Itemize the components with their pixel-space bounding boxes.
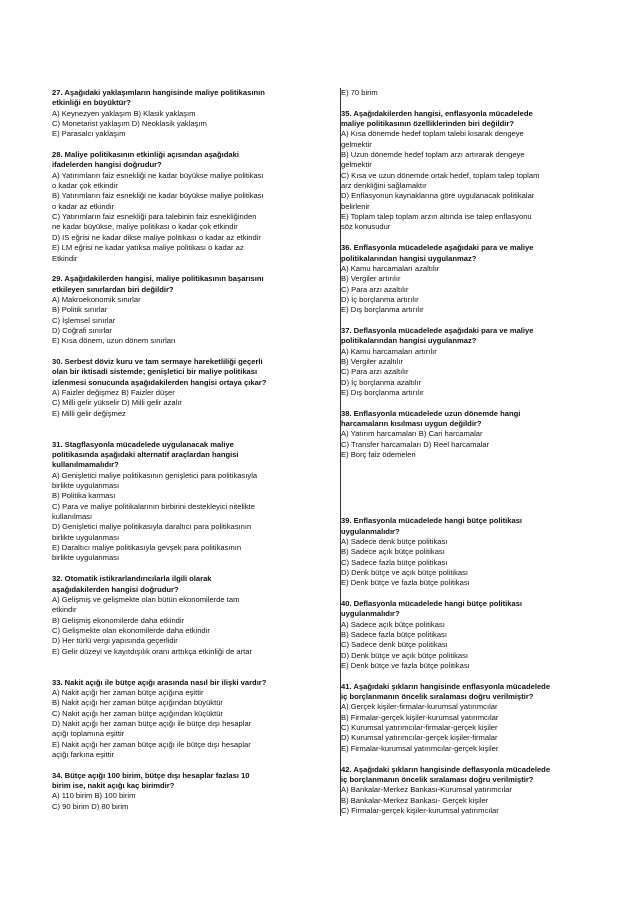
question [341,599,603,671]
spacer [341,671,603,681]
question-title-line: kullanılmamalıdır? [52,460,119,470]
answer-option-line: B) Gelişmiş ekonomilerde daha etkindir [52,615,185,625]
answer-option-line: D) Genişletici maliye politikasıyla daraltıcı para politikasının [52,522,252,532]
question-title-line: etkileyen sınırlardan biri değildir? [52,284,174,294]
answer-option-line: C) Sadece fazla bütçe politikası [341,557,448,567]
answer-option-line: D) Nakit açığı her zaman bütçe açığı ile bütçe dışı hesaplar [52,718,252,728]
spacer [341,316,603,326]
answer-option-line: gelmektir [341,139,372,149]
question-title-line: maliye politikasının özelliklerinden biri değildir? [341,119,515,129]
spacer [52,564,310,574]
answer-option-line: B) Bankalar-Merkez Bankası- Gerçek kişiler [341,795,489,805]
answer-option-line: C) Yatırımların faiz esnekliği para talebinin faiz esnekliğinden [52,212,257,222]
answer-option-line: C) Kurumsal yatırımcılar-firmalar-gerçek kişiler [341,723,498,733]
question [52,150,310,264]
question-title-line: uygulanmalıdır? [341,526,400,536]
spacer [52,347,310,357]
answer-option-line: B) Vergiler azaltılır [341,356,404,366]
answer-option-line: C) Kısa ve uzun dönemde ortak hedef, toplam talep toplam [341,170,540,180]
question-title-line: 35. Aşağıdakilerden hangisi, enflasyonla mücadelede [341,108,533,118]
answer-option-line: E) Firmalar-kurumsal yatırımcılar-gerçek kişiler [341,743,499,753]
answer-option-line: A) Keynezyen yaklaşım B) Klasik yaklaşım [52,108,196,118]
answer-option-line: A) Kamu harcamaları azaltılır [341,263,440,273]
answer-option-line: D) Coğrafi sınırlar [52,325,112,335]
question [341,326,603,398]
answer-option-line: etkindir [52,605,77,615]
answer-option-line: A) Sadece açık bütçe politikası [341,619,445,629]
answer-option-line: B) Nakit açığı her zaman bütçe açığından büyüktür [52,698,223,708]
answer-option-line: o kadar az etkindir [52,201,115,211]
answer-option-line: B) Firmalar-gerçek kişiler-kurumsal yatırımcılar [341,712,499,722]
answer-option-line: A) Yatırım harcamaları B) Cari harcamalar [341,429,483,439]
answer-option-line: A) Bankalar-Merkez Bankası-Kurumsal yatırımcılar [341,785,512,795]
answer-option-line: D) İç borçlanma artırılır [341,294,419,304]
answer-option-line: açığı toplamına eşittir [52,729,125,739]
spacer [341,233,603,243]
answer-option-line: C) Nakit açığı her zaman bütçe açığından küçüktür [52,708,223,718]
answer-option-line: E) Dış borçlanma artırılır [341,387,424,397]
answer-option-line: C) Sadece denk bütçe politikası [341,640,448,650]
question-title-line: 40. Deflasyonla mücadelede hangi bütçe politikası [341,599,523,608]
answer-option-line: A) Genişletici maliye politikasının genişletici para politikasıyla [52,470,258,480]
question-title-line: 32. Otomatik istikrarlandırıcılarla ilgili olarak [52,574,212,584]
answer-option-line: A) Kısa dönemde hedef toplam talebi kısarak dengeye [341,129,524,139]
spacer [341,398,603,408]
question-title-line: olan bir iktisadi sistemde; genişletici bir maliye politikası [52,367,258,377]
question-title-line: 36. Enflasyonla mücadelede aşağıdaki para ve maliye [341,243,534,253]
spacer [341,589,603,599]
question [52,88,310,140]
answer-option-line: D) İç borçlanma azaltılır [341,377,422,387]
question [341,88,603,98]
answer-option-line: A) Gelişmiş ve gelişmekte olan bütün ekonomilerde tam [52,594,240,604]
answer-option-line: B) Vergiler artırılır [341,274,401,284]
question-title-line: 31. Stagflasyonla mücadelede uygulanacak maliye [52,439,234,449]
answer-option-line: B) Politik sınırlar [52,305,108,315]
answer-option-line: C) Transfer harcamaları D) Reel harcamalar [341,439,490,449]
question-title-line: 42. Aşağıdaki şıkların hangisinde deflasyonla mücadelede [341,764,551,774]
spacer [341,98,603,108]
answer-option-line: B) Uzun dönemde hedef toplam arzı artırarak dengeye [341,150,525,160]
answer-option-line: o kadar çok etkindir [52,181,118,191]
answer-option-line: C) Firmalar-gerçek kişiler-kurumsal yatırımcılar [341,805,499,815]
question-title-line: 30. Serbest döviz kuru ve tam sermaye hareketliliği geçerli [52,356,263,366]
answer-option-line: birlikte uygulanması [52,481,120,491]
answer-option-line: E) LM eğrisi ne kadar yatıksa maliye politikası o kadar az [52,243,244,253]
answer-option-line: D) Kurumsal yatırımcılar-gerçek kişiler-firmalar [341,733,498,743]
answer-option-line: belirlenir [341,201,370,211]
answer-option-line: birlikte uygulanması [52,532,120,542]
answer-option-line: A) Kamu harcamaları artırılır [341,346,437,356]
spacer [341,754,603,764]
question-title-line: 33. Nakit açığı ile bütçe açığı arasında nasıl bir ilişki vardır? [52,677,267,687]
answer-option-line: C) Para arzı azaltılır [341,284,409,294]
answer-option-line: söz konusudur [341,222,391,232]
spacer [52,140,310,150]
question-title-line: 37. Deflasyonla mücadelede aşağıdaki para ve maliye [341,325,534,335]
question-title-line: iç borçlanmanın öncelik sıralaması doğru verilmiştir? [341,774,534,784]
question-title-line: politikasında aşağıdaki alternatif araçlardan hangisi [52,450,239,460]
question [341,409,603,461]
answer-option-line: E) Denk bütçe ve fazla bütçe politikası [341,661,470,671]
answer-option-line: E) 70 birim [341,88,378,97]
answer-option-line: C) Milli gelir yükselir D) Milli gelir azalır [52,398,182,408]
question [52,274,310,346]
answer-option-line: C) Gelişmekte olan ekonomilerde daha etkindir [52,625,210,635]
question [341,516,603,588]
answer-option-line: A) Gerçek kişiler-firmalar-kurumsal yatırımcılar [341,702,498,712]
answer-option-line: ne kadar büyükse, maliye politikası o kadar çok etkindir [52,222,238,232]
answer-option-line: açığı farkına eşittir [52,750,115,759]
question-title-line: 34. Bütçe açığı 100 birim, bütçe dışı hesaplar fazlası 10 [52,770,250,780]
question-title-line: iç borçlanmanın öncelik sıralaması doğru verilmiştir? [341,692,534,702]
question-title-line: uygulanmalıdır? [341,609,400,619]
answer-option-line: E) Milli gelir değişmez [52,408,126,418]
answer-option-line: B) Politika karması [52,491,116,501]
answer-option-line: A) Makroekonomik sınırlar [52,294,141,304]
question-title-line: 38. Enflasyonla mücadelede uzun dönemde hangi [341,408,521,418]
question [52,771,310,812]
question [341,243,603,315]
answer-option-line: E) Denk bütçe ve fazla bütçe politikası [341,578,470,588]
answer-option-line: E) Daraltıcı maliye politikasıyla gevşek para politikasının [52,543,242,553]
right-column [340,88,603,816]
question-title-line: 41. Aşağıdaki şıkların hangisinde enflasyonla mücadelede [341,681,551,691]
question-title-line: 27. Aşağıdaki yaklaşımların hangisinde maliye politikasının [52,88,265,97]
question-title-line: 29. Aşağıdakilerden hangisi, maliye politikasının başarısını [52,274,264,284]
answer-option-line: C) İşlemsel sınırlar [52,315,116,325]
answer-option-line: E) Dış borçlanma artırılır [341,305,424,315]
answer-option-line: E) Toplam talep toplam arzın altında ise talep enflasyonu [341,212,532,222]
answer-option-line: B) Sadece açık bütçe politikası [341,547,445,557]
question [52,574,310,657]
question-title-line: politikalarından hangisi uygulanmaz? [341,336,477,346]
question-title-line: harcamaların kısılması uygun değildir? [341,419,482,428]
answer-option-line: E) Nakit açığı her zaman bütçe açığı ile bütçe dışı hesaplar [52,739,251,749]
answer-option-line: D) Enflasyonun kaynaklarına göre uygulanacak politikalar [341,191,535,201]
answer-option-line: Etkindir [52,253,78,263]
answer-option-line: A) 110 birim B) 100 birim [52,791,136,801]
question [341,109,603,233]
question-title-line: 28. Maliye politikasının etkinliği açısından aşağıdaki [52,150,239,160]
question [52,440,310,564]
answer-option-line: E) Parasalcı yaklaşım [52,129,126,139]
answer-option-line: D) Denk bütçe ve açık bütçe politikası [341,650,469,660]
answer-option-line: D) Her türlü vergi yapısında geçerlidir [52,636,178,646]
question-title-line: 39. Enflasyonla mücadelede hangi bütçe politikası [341,516,523,526]
spacer [52,264,310,274]
answer-option-line: kullanılması [52,512,93,522]
answer-option-line: E) Gelir düzeyi ve kayıtdışılık oranı arttıkça etkinliği de artar [52,646,253,656]
answer-option-line: E) Borç faiz ödemeleri [341,450,416,460]
answer-option-line: birlikte uygulanması [52,553,120,563]
answer-option-line: D) Denk bütçe ve açık bütçe politikası [341,567,469,577]
spacer [52,760,310,770]
answer-option-line: A) Faizler değişmez B) Faizler düşer [52,387,175,397]
question-title-line: politikalarından hangisi uygulanmaz? [341,253,477,263]
spacer [52,419,310,440]
answer-option-line: A) Sadece denk bütçe politikası [341,536,448,546]
answer-option-line: arz denkliğini sağlamaktır [341,181,427,191]
question-title-line: aşağıdakilerden hangisi doğrudur? [52,584,179,594]
answer-option-line: C) Para arzı azaltılır [341,367,409,377]
answer-option-line: B) Yatırımların faiz esnekliği ne kadar büyükse maliye politikası [52,191,264,201]
question-title-line: birim ise, nakit açığı kaç birimdir? [52,781,175,791]
question [52,357,310,419]
question [341,682,603,754]
answer-option-line: C) Monetarist yaklaşım D) Neoklasik yaklaşım [52,119,207,129]
question [52,678,310,761]
answer-option-line: B) Sadece fazla bütçe politikası [341,630,447,640]
spacer [52,657,310,678]
answer-option-line: A) Yatırımların faiz esnekliği ne kadar büyükse maliye politikası [52,170,264,180]
left-column [52,88,310,812]
answer-option-line: A) Nakit açığı her zaman bütçe açığına eşittir [52,687,204,697]
question-title-line: ifadelerden hangisi doğrudur? [52,160,162,170]
answer-option-line: D) IS eğrisi ne kadar dikse maliye politikası o kadar az etkindir [52,232,261,242]
answer-option-line: C) Para ve maliye politikalarının birbirini destekleyici nitelikte [52,501,256,511]
answer-option-line: C) 90 birim D) 80 birim [52,801,129,811]
question-title-line: izlenmesi sonucunda aşağıdakilerden hangisi ortaya çıkar? [52,377,267,387]
answer-option-line: gelmektir [341,160,372,170]
spacer [341,460,603,516]
answer-option-line: E) Kısa dönem, uzun dönem sınırları [52,336,176,346]
question-title-line: etkinliği en büyüktür? [52,98,131,108]
question [341,765,603,817]
